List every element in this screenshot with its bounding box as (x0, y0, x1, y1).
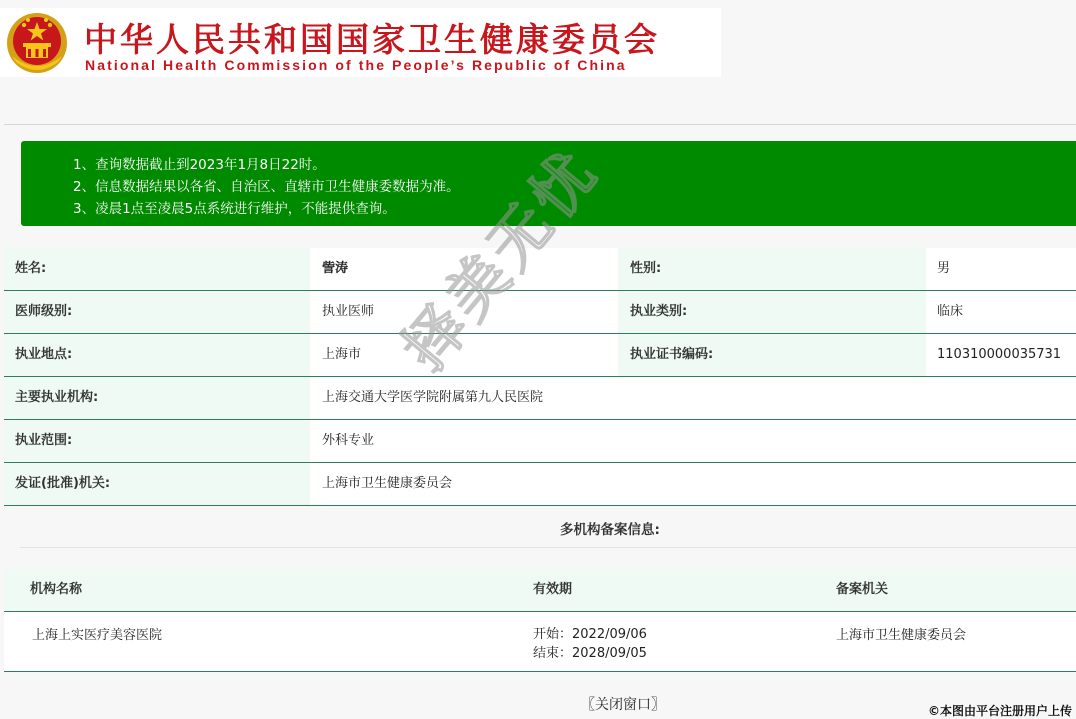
table-row (4, 612, 1076, 672)
gender-label: 性别: (618, 248, 926, 290)
info-row-issuer (4, 463, 1076, 506)
name-label: 姓名: (4, 248, 310, 290)
notice-line-2: 2、信息数据结果以各省、自治区、直辖市卫生健康委数据为准。 (73, 179, 460, 195)
location-label: 执业地点: (4, 334, 310, 376)
cert-label: 执业证书编码: (618, 334, 926, 376)
info-row-level (4, 291, 1076, 334)
level-label: 医师级别: (4, 291, 310, 333)
query-notice (21, 141, 1076, 226)
copyright-notice: ©本图由平台注册用户上传 (927, 704, 1072, 718)
scope-label: 执业范围: (4, 420, 310, 462)
notice-line-1: 1、查询数据截止到2023年1月8日22时。 (73, 157, 326, 173)
row-end-date: 结束：2028/09/05 (533, 646, 647, 661)
info-row-location (4, 334, 1076, 377)
info-row-institution (4, 377, 1076, 420)
row-authority: 上海市卫生健康委员会 (836, 628, 967, 643)
issuer-label: 发证(批准)机关: (4, 463, 310, 505)
col-validity: 有效期 (533, 582, 573, 597)
institution-label: 主要执业机构: (4, 377, 310, 419)
category-label: 执业类别: (618, 291, 926, 333)
institution-value: 上海交通大学医学院附属第九人民医院 (310, 377, 1076, 419)
notice-line-3: 3、凌晨1点至凌晨5点系统进行维护，不能提供查询。 (73, 201, 396, 217)
info-row-scope (4, 420, 1076, 463)
multi-table-header (4, 569, 1076, 612)
section-divider (20, 547, 1076, 548)
multi-institution-title: 多机构备案信息: (560, 522, 660, 538)
name-value: 訾涛 (310, 248, 618, 290)
header-divider (4, 124, 1076, 125)
level-value: 执业医师 (310, 291, 618, 333)
col-institution: 机构名称 (30, 582, 83, 597)
national-emblem-icon (6, 12, 68, 74)
col-authority: 备案机关 (836, 582, 889, 597)
row-institution: 上海上实医疗美容医院 (32, 628, 163, 643)
site-title-cn: 中华人民共和国国家卫生健康委员会 (84, 20, 660, 59)
category-value: 临床 (926, 291, 1076, 333)
issuer-value: 上海市卫生健康委员会 (310, 463, 1076, 505)
close-window-link[interactable]: 〖关闭窗口〗 (581, 697, 665, 713)
header-banner (0, 8, 721, 77)
doctor-info-table (4, 248, 1076, 506)
cert-value: 110310000035731 (926, 334, 1076, 376)
info-row-name (4, 248, 1076, 291)
site-title-en: National Health Commission of the People’s Republic of China (85, 57, 627, 73)
scope-value: 外科专业 (310, 420, 1076, 462)
row-start-date: 开始：2022/09/06 (533, 627, 647, 642)
gender-value: 男 (926, 248, 1076, 290)
location-value: 上海市 (310, 334, 618, 376)
